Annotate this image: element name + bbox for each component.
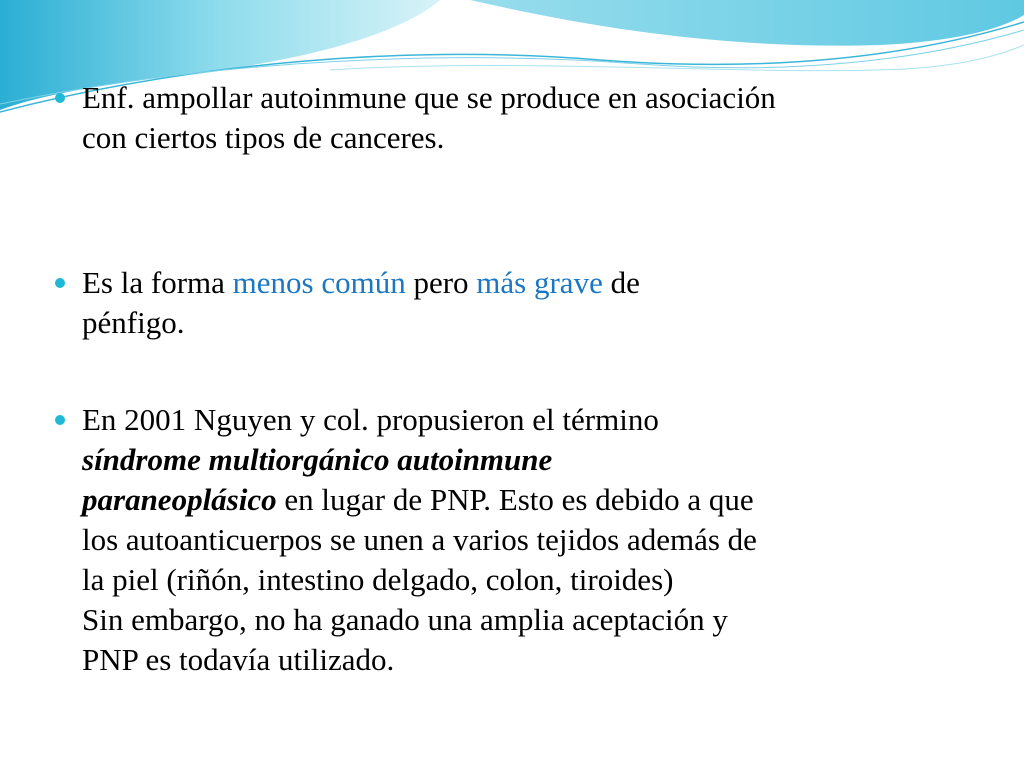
bullet-dot-icon — [55, 93, 65, 103]
bullet-2-post: de — [602, 265, 640, 300]
bullet-3-after-term: en lugar de PNP. Esto es debido a que — [276, 482, 754, 517]
bullet-dot-icon — [55, 278, 65, 288]
bullet-2-mid: pero — [405, 265, 477, 300]
bullet-3-term-line-1: síndrome multiorgánico autoinmune — [82, 442, 553, 477]
bullet-2-line-2: pénfigo. — [82, 305, 185, 340]
bullet-2-text — [82, 263, 982, 343]
highlight-menos-comun: menos común — [232, 265, 406, 300]
bullet-3-term-line-2: paraneoplásico — [82, 482, 277, 517]
bullet-3-line-5: la piel (riñón, intestino delgado, colon, tiroides) — [82, 562, 674, 597]
bullet-3-line-6: Sin embargo, no ha ganado una amplia aceptación y — [82, 602, 728, 637]
highlight-mas-grave: más grave — [476, 265, 603, 300]
bullet-3-line-4: los autoanticuerpos se unen a varios tejidos además de — [82, 522, 757, 557]
bullet-1-line-2: con ciertos tipos de canceres. — [82, 120, 445, 155]
bullet-3-line-1: En 2001 Nguyen y col. propusieron el término — [82, 402, 659, 437]
bullet-3-text — [82, 400, 982, 680]
bullet-1-line-1: Enf. ampollar autoinmune que se produce en asociación — [82, 80, 776, 115]
bullet-3-line-3 — [82, 480, 982, 520]
bullet-2-pre: Es la forma — [82, 265, 233, 300]
bullet-1-text — [82, 78, 982, 158]
bullet-2-line-1 — [82, 263, 982, 303]
bullet-3-line-7: PNP es todavía utilizado. — [82, 642, 395, 677]
bullet-dot-icon — [55, 415, 65, 425]
